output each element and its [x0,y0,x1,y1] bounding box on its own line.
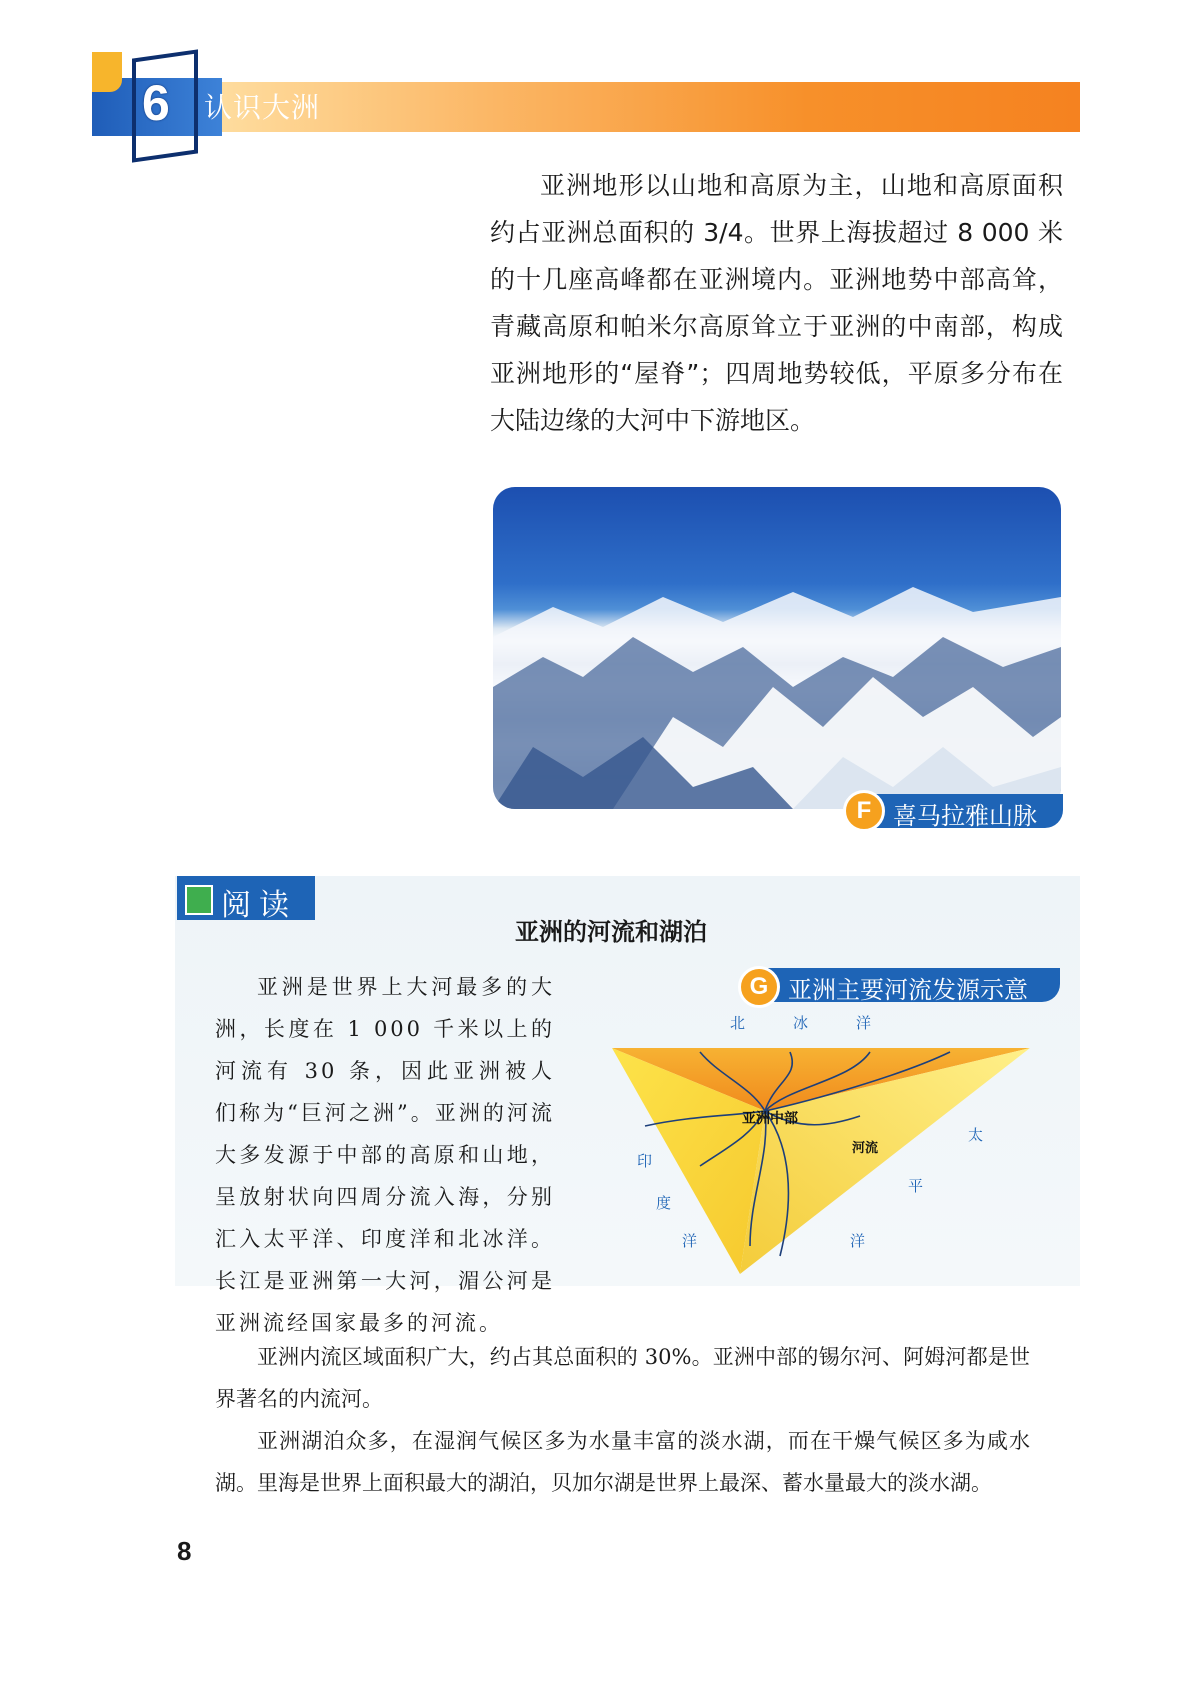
figure-g-title: 亚洲主要河流发源示意 [788,976,1028,1004]
north-ocean-char-1: 北 [730,1014,746,1032]
figure-letter-f: F [843,790,885,832]
reading-title: 亚洲的河流和湖泊 [515,918,707,946]
reading-tag [177,876,315,923]
pacific-ocean-char-2: 平 [908,1177,924,1195]
reading-paragraph-2: 亚洲内流区域面积广大，约占其总面积的 30%。亚洲中部的锡尔河、阿姆河都是世界著名的内流河。 [215,1345,1030,1411]
chapter-number: 6 [142,75,170,131]
figure-f-caption [843,790,1063,830]
north-ocean-char-2: 冰 [793,1014,809,1032]
himalaya-photo [493,487,1061,809]
chapter-title: 认识大洲 [204,91,321,124]
asia-center-label: 亚洲中部 [742,1111,798,1127]
river-label: 河流 [852,1141,879,1156]
figure-g-caption [738,966,1060,1006]
reading-tag-label: 阅读 [221,888,297,923]
reading-bottom-text [215,1336,1030,1504]
indian-ocean-char-3: 洋 [682,1232,698,1250]
header-yellow-tab [92,52,122,92]
reading-paragraph-3: 亚洲湖泊众多，在湿润气候区多为水量丰富的淡水湖，而在干燥气候区多为咸水湖。里海是世界上面积最大的湖泊，贝加尔湖是世界上最深、蓄水量最大的淡水湖。 [215,1429,1030,1495]
reading-paragraph-1: 亚洲是世界上大河最多的大洲，长度在 1 000 千米以上的河流有 30 条，因此亚洲被人们称为“巨河之洲”。亚洲的河流大多发源于中部的高原和山地，呈放射状向四周分流入海，分别汇入太平洋、印度洋和北冰洋。长江是亚洲第一大河，湄公河是亚洲流经国家最多的河流。 [215,975,555,1335]
pacific-ocean-char-3: 洋 [850,1232,866,1250]
indian-ocean-char-1: 印 [637,1152,653,1170]
reading-left-column [215,966,555,1344]
intro-paragraph: 亚洲地形以山地和高原为主，山地和高原面积约占亚洲总面积的 3/4。世界上海拔超过 8 000 米的十几座高峰都在亚洲境内。亚洲地势中部高耸，青藏高原和帕米尔高原耸立于亚洲的中南部，构成亚洲地形的“屋脊”；四周地势较低，平原多分布在大陆边缘的大河中下游地区。 [490,171,1063,435]
river-source-diagram [600,966,1070,1286]
page-number: 8 [177,1536,192,1566]
north-ocean-char-3: 洋 [856,1014,872,1032]
book-icon [185,885,213,915]
chapter-header [92,52,1080,134]
indian-ocean-char-2: 度 [656,1194,672,1212]
pacific-ocean-char-1: 太 [968,1126,984,1144]
figure-f-title: 喜马拉雅山脉 [893,802,1037,830]
mountain-illustration [493,487,1061,809]
figure-letter-g: G [738,966,780,1008]
intro-text-block [490,162,1063,444]
